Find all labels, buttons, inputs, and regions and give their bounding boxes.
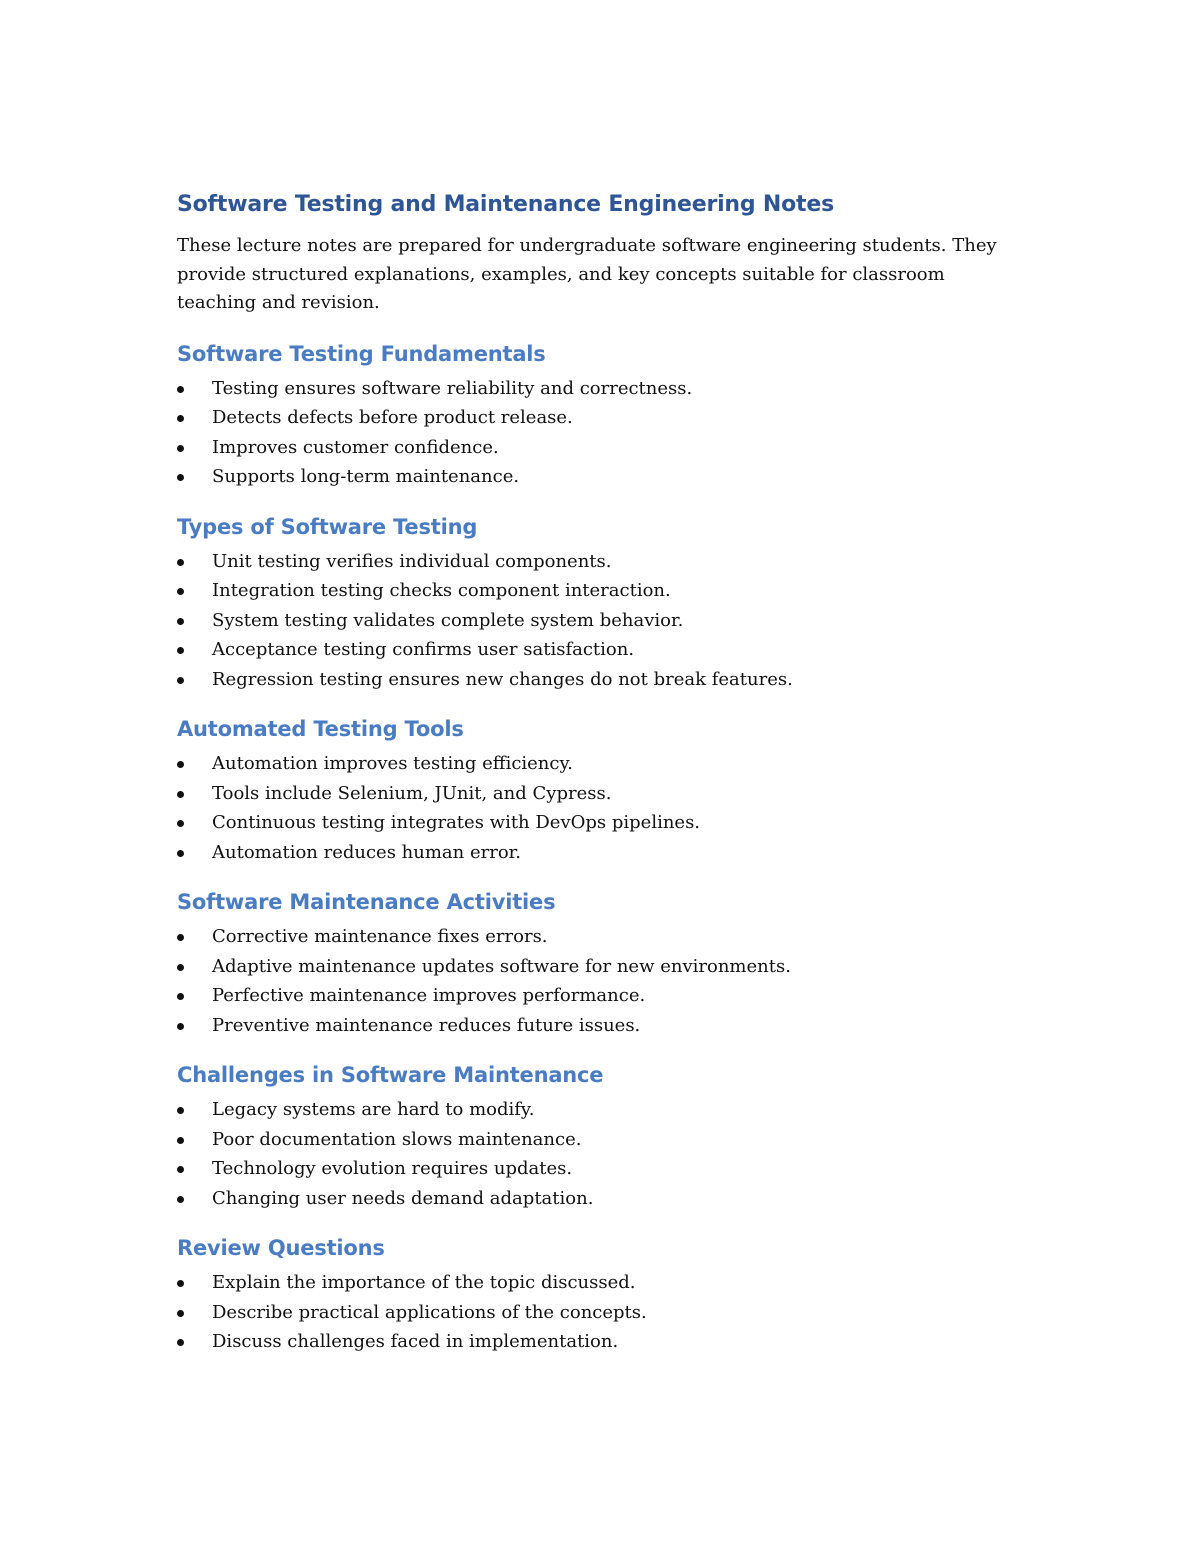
list-item xyxy=(177,1327,1027,1357)
list-item-text: Corrective maintenance fixes errors. xyxy=(212,926,548,947)
bullet-icon xyxy=(177,1023,184,1030)
list-item xyxy=(177,779,1027,809)
list-item xyxy=(177,1011,1027,1041)
bullet-icon xyxy=(177,1310,184,1317)
list-item-text: Adaptive maintenance updates software for new environments. xyxy=(212,955,791,977)
list-item-text: Continuous testing integrates with DevOps pipelines. xyxy=(212,812,701,833)
bullet-list xyxy=(177,922,1027,1040)
bullet-icon xyxy=(177,1280,184,1287)
bullet-icon xyxy=(177,761,184,768)
section-automated-tools xyxy=(177,713,1027,867)
bullet-icon xyxy=(177,1339,184,1346)
list-item xyxy=(177,1095,1027,1125)
list-item xyxy=(177,433,1027,463)
bullet-icon xyxy=(177,820,184,827)
list-item xyxy=(177,403,1027,433)
section-review-questions xyxy=(177,1232,1027,1357)
bullet-list xyxy=(177,1268,1027,1357)
bullet-icon xyxy=(177,964,184,971)
section-heading: Software Maintenance Activities xyxy=(177,890,556,914)
bullet-icon xyxy=(177,618,184,625)
section-testing-types xyxy=(177,511,1027,695)
bullet-icon xyxy=(177,1196,184,1203)
list-item-text: Supports long-term maintenance. xyxy=(212,466,520,487)
list-item-text: Changing user needs demand adaptation. xyxy=(212,1187,594,1209)
bullet-icon xyxy=(177,559,184,566)
list-item xyxy=(177,374,1027,404)
bullet-icon xyxy=(177,647,184,654)
bullet-icon xyxy=(177,677,184,684)
list-item xyxy=(177,1184,1027,1214)
list-item-text: Acceptance testing confirms user satisfaction. xyxy=(212,639,635,660)
list-item xyxy=(177,838,1027,868)
section-maintenance-challenges xyxy=(177,1059,1027,1213)
bullet-icon xyxy=(177,445,184,452)
bullet-icon xyxy=(177,474,184,481)
list-item xyxy=(177,1125,1027,1155)
bullet-list xyxy=(177,374,1027,492)
list-item-text: Perfective maintenance improves performance. xyxy=(212,985,646,1006)
list-item xyxy=(177,922,1027,952)
section-heading: Automated Testing Tools xyxy=(177,717,464,741)
list-item-text: Technology evolution requires updates. xyxy=(212,1158,573,1179)
list-item xyxy=(177,462,1027,492)
bullet-list xyxy=(177,1095,1027,1213)
list-item xyxy=(177,1298,1027,1328)
list-item-text: Regression testing ensures new changes do not break features. xyxy=(212,668,793,690)
list-item-text: Unit testing verifies individual components. xyxy=(212,550,612,572)
list-item-text: Discuss challenges faced in implementation. xyxy=(212,1331,619,1352)
bullet-icon xyxy=(177,791,184,798)
list-item-text: Preventive maintenance reduces future issues. xyxy=(212,1014,641,1036)
list-item-text: Explain the importance of the topic discussed. xyxy=(212,1272,636,1293)
bullet-icon xyxy=(177,1166,184,1173)
bullet-list xyxy=(177,749,1027,867)
list-item xyxy=(177,1268,1027,1298)
section-heading: Challenges in Software Maintenance xyxy=(177,1063,604,1087)
list-item-text: Detects defects before product release. xyxy=(212,407,573,428)
list-item-text: Testing ensures software reliability and correctness. xyxy=(212,377,693,399)
list-item xyxy=(177,749,1027,779)
list-item xyxy=(177,981,1027,1011)
bullet-icon xyxy=(177,993,184,1000)
bullet-list xyxy=(177,547,1027,695)
section-maintenance-activities xyxy=(177,886,1027,1040)
section-heading: Review Questions xyxy=(177,1236,385,1260)
bullet-icon xyxy=(177,386,184,393)
list-item-text: Tools include Selenium, JUnit, and Cypress. xyxy=(212,782,612,804)
bullet-icon xyxy=(177,1137,184,1144)
list-item xyxy=(177,952,1027,982)
list-item xyxy=(177,606,1027,636)
list-item xyxy=(177,808,1027,838)
list-item xyxy=(177,1154,1027,1184)
bullet-icon xyxy=(177,588,184,595)
bullet-icon xyxy=(177,1107,184,1114)
list-item-text: Automation improves testing efficiency. xyxy=(212,753,573,774)
list-item xyxy=(177,665,1027,695)
intro-paragraph: These lecture notes are prepared for undergraduate software engineering students. They provide structured explanations, examples, and key concepts suitable for classroom teaching and revision. xyxy=(177,235,997,313)
section-heading: Types of Software Testing xyxy=(177,514,478,539)
list-item-text: Poor documentation slows maintenance. xyxy=(212,1128,582,1150)
list-item-text: Describe practical applications of the concepts. xyxy=(212,1301,647,1323)
list-item xyxy=(177,576,1027,606)
document-content xyxy=(177,188,1027,1376)
list-item-text: Integration testing checks component interaction. xyxy=(212,580,671,601)
list-item xyxy=(177,635,1027,665)
list-item-text: Improves customer confidence. xyxy=(212,436,499,458)
list-item-text: Automation reduces human error. xyxy=(212,841,522,863)
list-item xyxy=(177,547,1027,577)
list-item-text: System testing validates complete system behavior. xyxy=(212,609,684,631)
list-item-text: Legacy systems are hard to modify. xyxy=(212,1099,535,1120)
bullet-icon xyxy=(177,850,184,857)
bullet-icon xyxy=(177,934,184,941)
bullet-icon xyxy=(177,415,184,422)
section-testing-fundamentals xyxy=(177,338,1027,492)
document-title: Software Testing and Maintenance Engineering Notes xyxy=(177,192,834,217)
section-heading: Software Testing Fundamentals xyxy=(177,341,546,366)
